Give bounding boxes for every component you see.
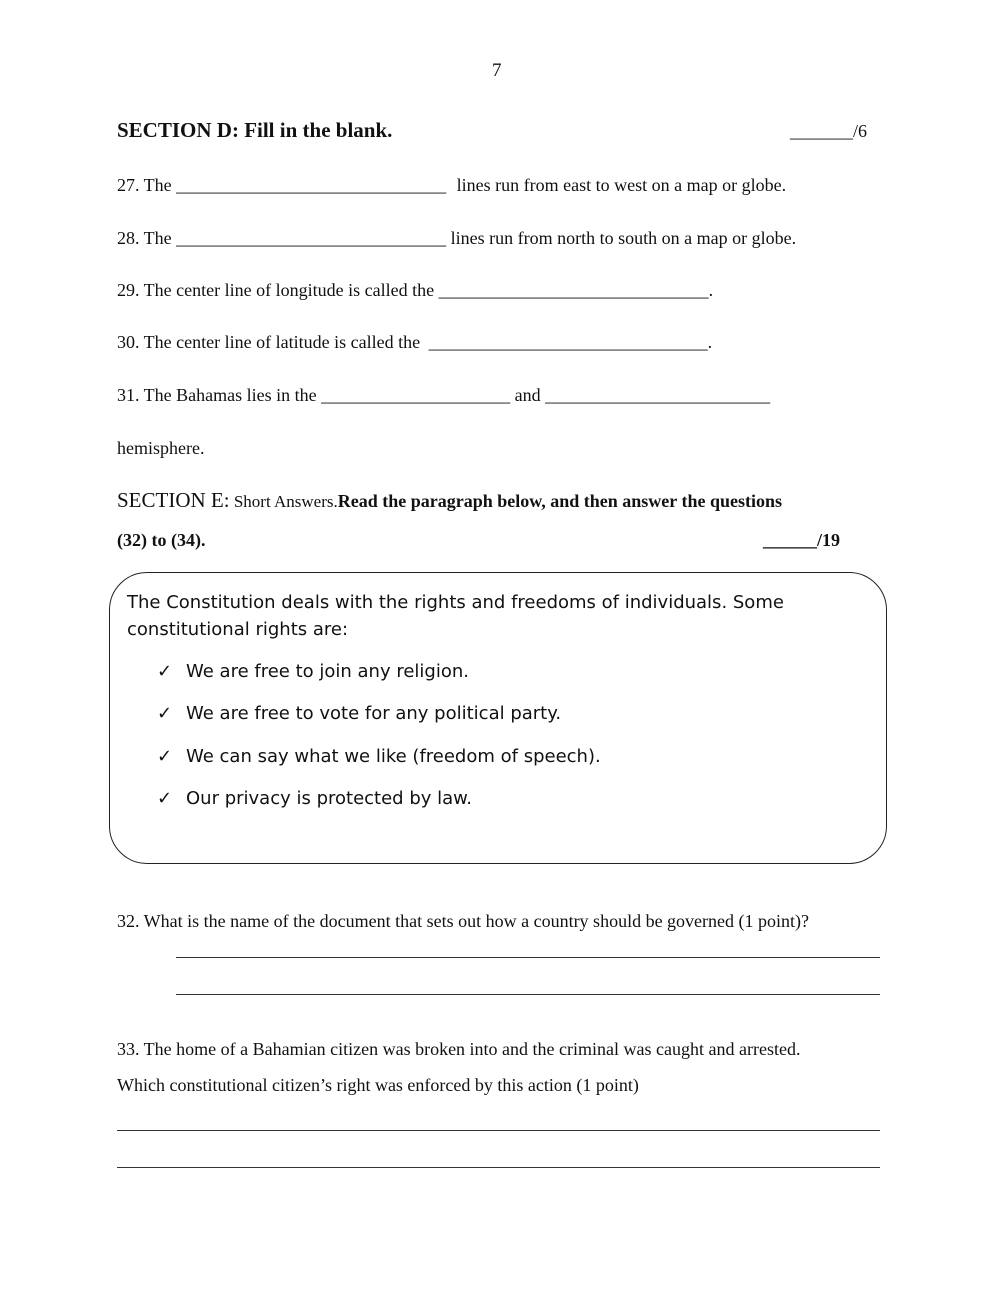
question-28 xyxy=(117,228,796,249)
answer-line-33-1[interactable] xyxy=(117,1130,880,1131)
question-28-suffix: lines run from north to south on a map or globe. xyxy=(450,228,797,248)
section-e-instruction: Read the paragraph below, and then answer the questions xyxy=(337,491,782,511)
answer-line-33-2[interactable] xyxy=(117,1167,880,1168)
question-33-line-2: Which constitutional citizen’s right was enforced by this action (1 point) xyxy=(117,1075,639,1095)
check-icon: ✓ xyxy=(157,661,173,682)
question-31-and: and xyxy=(514,385,541,405)
question-28-blank[interactable]: ______________________________ xyxy=(176,228,447,248)
question-32: 32. What is the name of the document that sets out how a country should be governed (1 point)? xyxy=(117,911,810,931)
question-31-prefix: 31. The Bahamas lies in the xyxy=(117,385,317,405)
question-31-blank-1[interactable]: _____________________ xyxy=(321,385,511,405)
question-33-line-1: 33. The home of a Bahamian citizen was broken into and the criminal was caught and arrested. xyxy=(117,1039,801,1059)
question-31-blank-2[interactable]: _________________________ xyxy=(545,385,771,405)
page-number: 7 xyxy=(492,60,502,81)
question-30-prefix: 30. The center line of latitude is called the xyxy=(117,332,421,352)
section-e-instruction-line2: (32) to (34). xyxy=(117,530,206,550)
question-30-blank[interactable]: _______________________________ xyxy=(428,332,708,352)
question-30 xyxy=(117,332,712,353)
section-e-colon: : xyxy=(223,488,230,512)
answer-line-32-2[interactable] xyxy=(176,994,880,995)
question-27-blank[interactable]: ______________________________ xyxy=(176,175,447,195)
section-e-subtitle: Short Answers. xyxy=(229,492,338,511)
section-e-score: ______/19 xyxy=(763,530,841,550)
passage-line-1: The Constitution deals with the rights and freedoms of individuals. Some xyxy=(127,592,784,613)
question-29 xyxy=(117,280,713,301)
passage-line-2: constitutional rights are: xyxy=(127,619,349,640)
question-31 xyxy=(117,385,770,406)
question-28-prefix: 28. The xyxy=(117,228,172,248)
question-31-continuation: hemisphere. xyxy=(117,438,205,458)
check-icon: ✓ xyxy=(157,788,173,809)
section-e-title: SECTION E xyxy=(117,488,224,512)
question-29-suffix: . xyxy=(708,280,714,300)
section-d-title: SECTION D: Fill in the blank. xyxy=(117,118,393,142)
passage-bullet-3: We can say what we like (freedom of speech). xyxy=(186,746,601,767)
passage-bullet-4: Our privacy is protected by law. xyxy=(186,788,472,809)
check-icon: ✓ xyxy=(157,746,173,767)
answer-line-32-1[interactable] xyxy=(176,957,880,958)
section-d-score: _______/6 xyxy=(790,121,868,141)
question-29-blank[interactable]: ______________________________ xyxy=(438,280,709,300)
question-29-prefix: 29. The center line of longitude is called the xyxy=(117,280,435,300)
question-27 xyxy=(117,175,786,196)
question-27-suffix: lines run from east to west on a map or globe. xyxy=(456,175,787,195)
passage-bullet-1: We are free to join any religion. xyxy=(186,661,469,682)
section-e-header xyxy=(117,488,782,513)
check-icon: ✓ xyxy=(157,703,173,724)
question-30-suffix: . xyxy=(707,332,713,352)
passage-bullet-2: We are free to vote for any political party. xyxy=(186,703,562,724)
question-27-prefix: 27. The xyxy=(117,175,172,195)
